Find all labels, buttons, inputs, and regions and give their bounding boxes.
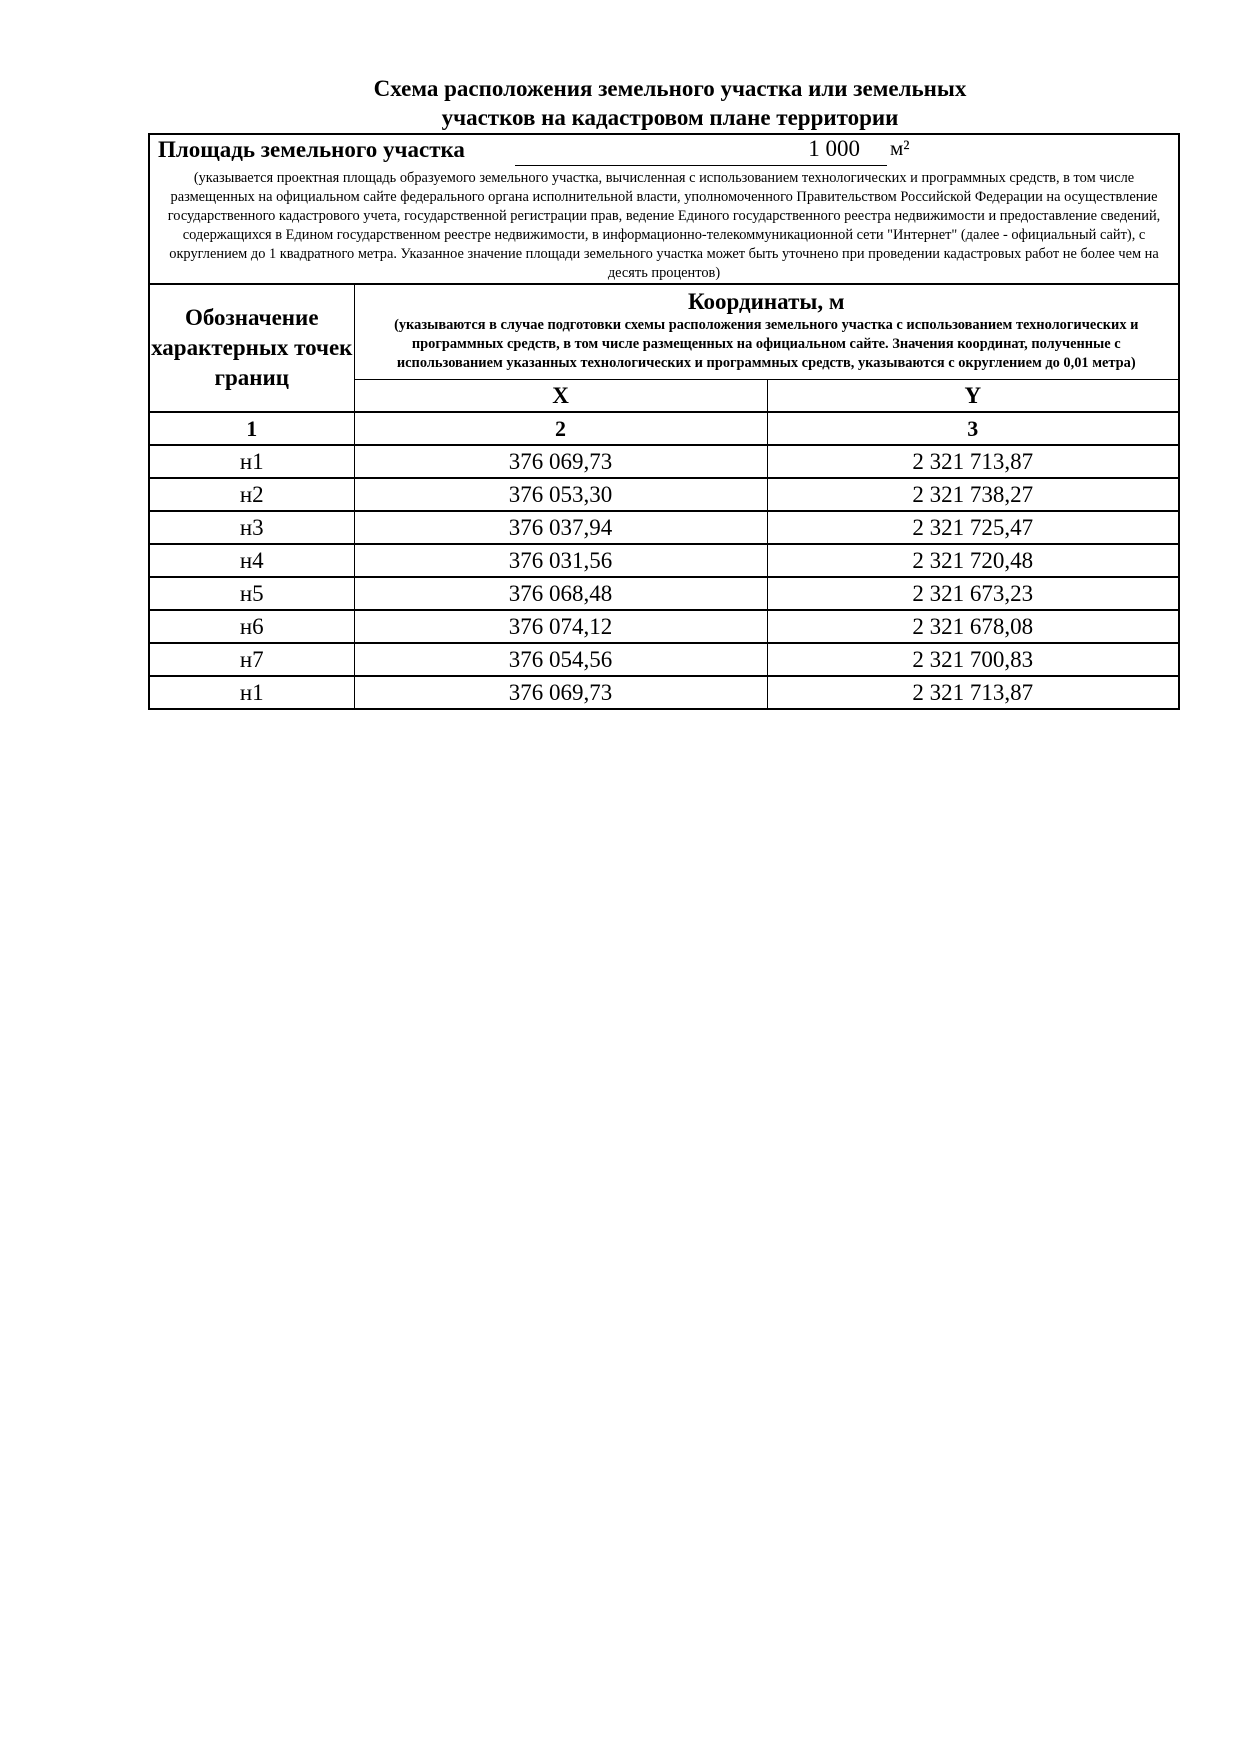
coords-header-note: (указываются в случае подготовки схемы расположения земельного участка с использованием технологических и программных средств, в том числе размещенных на официальном сайте. Значения координат, полученные с использованием указанных технологических и программных средств, указываются с округлением до 0,01 метра) — [394, 317, 1139, 371]
table-header-row — [150, 285, 1178, 380]
area-block — [150, 135, 1178, 285]
point-name: н5 — [150, 577, 354, 610]
title-line-1: Схема расположения земельного участка или земельных — [373, 76, 967, 101]
table-row — [150, 610, 1178, 643]
points-header: Обозначение характерных точек границ — [150, 285, 354, 412]
point-name: н4 — [150, 544, 354, 577]
x-value: 376 069,73 — [354, 676, 767, 708]
y-header: Y — [767, 380, 1178, 413]
column-number: 1 — [150, 412, 354, 445]
point-name: н7 — [150, 643, 354, 676]
title-line-2: участков на кадастровом плане территории — [441, 105, 899, 130]
x-value: 376 054,56 — [354, 643, 767, 676]
point-name: н1 — [150, 445, 354, 478]
x-value: 376 069,73 — [354, 445, 767, 478]
x-value: 376 037,94 — [354, 511, 767, 544]
y-value: 2 321 713,87 — [767, 445, 1178, 478]
area-value-underline — [515, 165, 887, 166]
area-value: 1 000 — [808, 136, 860, 161]
coords-header-title: Координаты, м — [688, 289, 845, 314]
point-name: н2 — [150, 478, 354, 511]
area-row — [150, 135, 1178, 169]
y-value: 2 321 700,83 — [767, 643, 1178, 676]
column-number-row — [150, 412, 1178, 445]
y-value: 2 321 673,23 — [767, 577, 1178, 610]
scheme-frame — [148, 133, 1180, 710]
y-value: 2 321 738,27 — [767, 478, 1178, 511]
table-row — [150, 478, 1178, 511]
y-value: 2 321 725,47 — [767, 511, 1178, 544]
point-name: н3 — [150, 511, 354, 544]
table-row — [150, 643, 1178, 676]
table-row — [150, 445, 1178, 478]
point-name: н6 — [150, 610, 354, 643]
column-number: 3 — [767, 412, 1178, 445]
x-value: 376 068,48 — [354, 577, 767, 610]
point-name: н1 — [150, 676, 354, 708]
table-row — [150, 544, 1178, 577]
area-unit: м² — [890, 136, 910, 160]
y-value: 2 321 720,48 — [767, 544, 1178, 577]
x-header: X — [354, 380, 767, 413]
y-value: 2 321 713,87 — [767, 676, 1178, 708]
document-title — [150, 74, 1190, 132]
area-label: Площадь земельного участка — [158, 137, 465, 162]
x-value: 376 031,56 — [354, 544, 767, 577]
x-value: 376 053,30 — [354, 478, 767, 511]
table-row — [150, 511, 1178, 544]
coords-header — [354, 285, 1178, 380]
table-row — [150, 676, 1178, 708]
y-value: 2 321 678,08 — [767, 610, 1178, 643]
column-number: 2 — [354, 412, 767, 445]
table-row — [150, 577, 1178, 610]
coordinates-table — [150, 285, 1178, 708]
x-value: 376 074,12 — [354, 610, 767, 643]
area-note: (указывается проектная площадь образуемого земельного участка, вычисленная с использованием технологических и программных средств, в том числе размещенных на официальном сайте федерального органа исполнительной власти, уполномоченного Правительством Российской Федерации на осуществление государственного кадастрового учета, государственной регистрации прав, ведение Единого государственного реестра недвижимости и предоставление сведений, содержащихся в Едином государственном реестре недвижимости, в информационно-телекоммуникационной сети "Интернет" (далее - официальный сайт), с округлением до 1 квадратного метра. Указанное значение площади земельного участка может быть уточнено при проведении кадастровых работ не более чем на десять процентов) — [167, 170, 1161, 281]
